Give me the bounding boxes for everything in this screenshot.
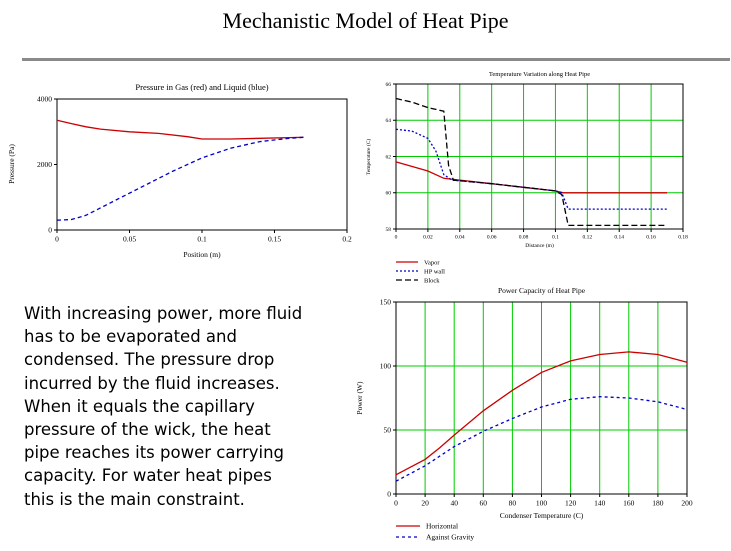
power-xtick-label-0: 0 [394,498,398,508]
power-xtick-label-2: 40 [450,498,458,508]
power-ytick-label-3: 150 [379,297,391,307]
pressure-xtick-label-4: 0.2 [342,234,352,244]
pressure-xtick-label-3: 0.15 [267,234,282,244]
slide-title: Mechanistic Model of Heat Pipe [222,8,509,33]
temperature-series-2-line [396,99,667,226]
temperature-xtick-label-5: 0.1 [552,234,559,241]
pressure-plot-frame [57,99,347,230]
power-ytick-label-1: 50 [383,425,391,435]
power-xtick-label-5: 100 [535,498,548,508]
temperature-xtick-label-3: 0.06 [486,234,497,241]
body-text: With increasing power, more fluid has to be evaporated and condensed. The pressure drop incurred by the fluid increases. When it equals the capillary pressure of the wick, the heat pipe reaches its power carrying capacity. For water heat pipes this is the main constraint. [24,304,303,509]
temperature-x-axis-label: Distance (m) [525,243,554,249]
pressure-xtick-label-2: 0.1 [197,234,207,244]
temperature-xtick-label-2: 0.04 [454,234,465,241]
temperature-xtick-label-8: 0.16 [646,234,656,241]
power-xtick-label-6: 120 [564,498,577,508]
temperature-legend-label-1: HP wall [424,268,445,276]
temperature-legend-label-2: Block [424,277,440,285]
temperature-series-1-line [396,129,667,209]
temperature-xtick-label-4: 0.08 [518,234,529,241]
pressure-x-axis-label: Position (m) [183,250,221,259]
temperature-series-0-line [396,162,667,193]
temperature-chart-title: Temperature Variation along Heat Pipe [488,71,591,78]
power-xtick-label-1: 20 [421,498,429,508]
pressure-chart-title: Pressure in Gas (red) and Liquid (blue) [135,82,269,92]
power-chart-title: Power Capacity of Heat Pipe [497,286,586,295]
temperature-legend-label-0: Vapor [424,259,440,267]
pressure-ytick-label-2: 4000 [37,94,52,104]
temperature-ytick-label-0: 58 [385,226,391,233]
temperature-xtick-label-6: 0.12 [582,234,593,241]
temperature-xtick-label-9: 0.18 [678,234,688,241]
temperature-xtick-label-7: 0.14 [614,234,625,241]
temperature-ytick-label-2: 62 [385,154,391,161]
pressure-series-1-line [57,137,304,220]
temperature-y-axis-label: Temperature (C) [366,138,372,176]
power-xtick-label-4: 80 [508,498,517,508]
temperature-xtick-label-1: 0.02 [423,234,433,241]
power-y-axis-label: Power (W) [355,381,364,415]
pressure-xtick-label-0: 0 [55,234,59,244]
pressure-xtick-label-1: 0.05 [122,234,137,244]
power-xtick-label-9: 180 [652,498,664,508]
power-xtick-label-7: 140 [594,498,606,508]
pressure-ytick-label-1: 2000 [37,160,52,170]
temperature-ytick-label-3: 64 [385,118,391,125]
pressure-series-0-line [57,120,304,139]
power-legend-label-0: Horizontal [426,521,459,531]
power-legend-label-1: Against Gravity [426,532,475,542]
power-ytick-label-0: 0 [387,489,391,499]
power-xtick-label-10: 200 [681,498,693,508]
temperature-ytick-label-4: 66 [385,81,391,88]
temperature-xtick-label-0: 0 [394,234,398,241]
pressure-y-axis-label: Pressure (Pa) [7,144,16,184]
pressure-ytick-label-0: 0 [48,225,52,235]
power-ytick-label-2: 100 [379,361,391,371]
power-xtick-label-8: 160 [623,498,635,508]
power-x-axis-label: Condenser Temperature (C) [499,511,584,520]
temperature-ytick-label-1: 60 [385,190,391,197]
power-xtick-label-3: 60 [479,498,488,508]
